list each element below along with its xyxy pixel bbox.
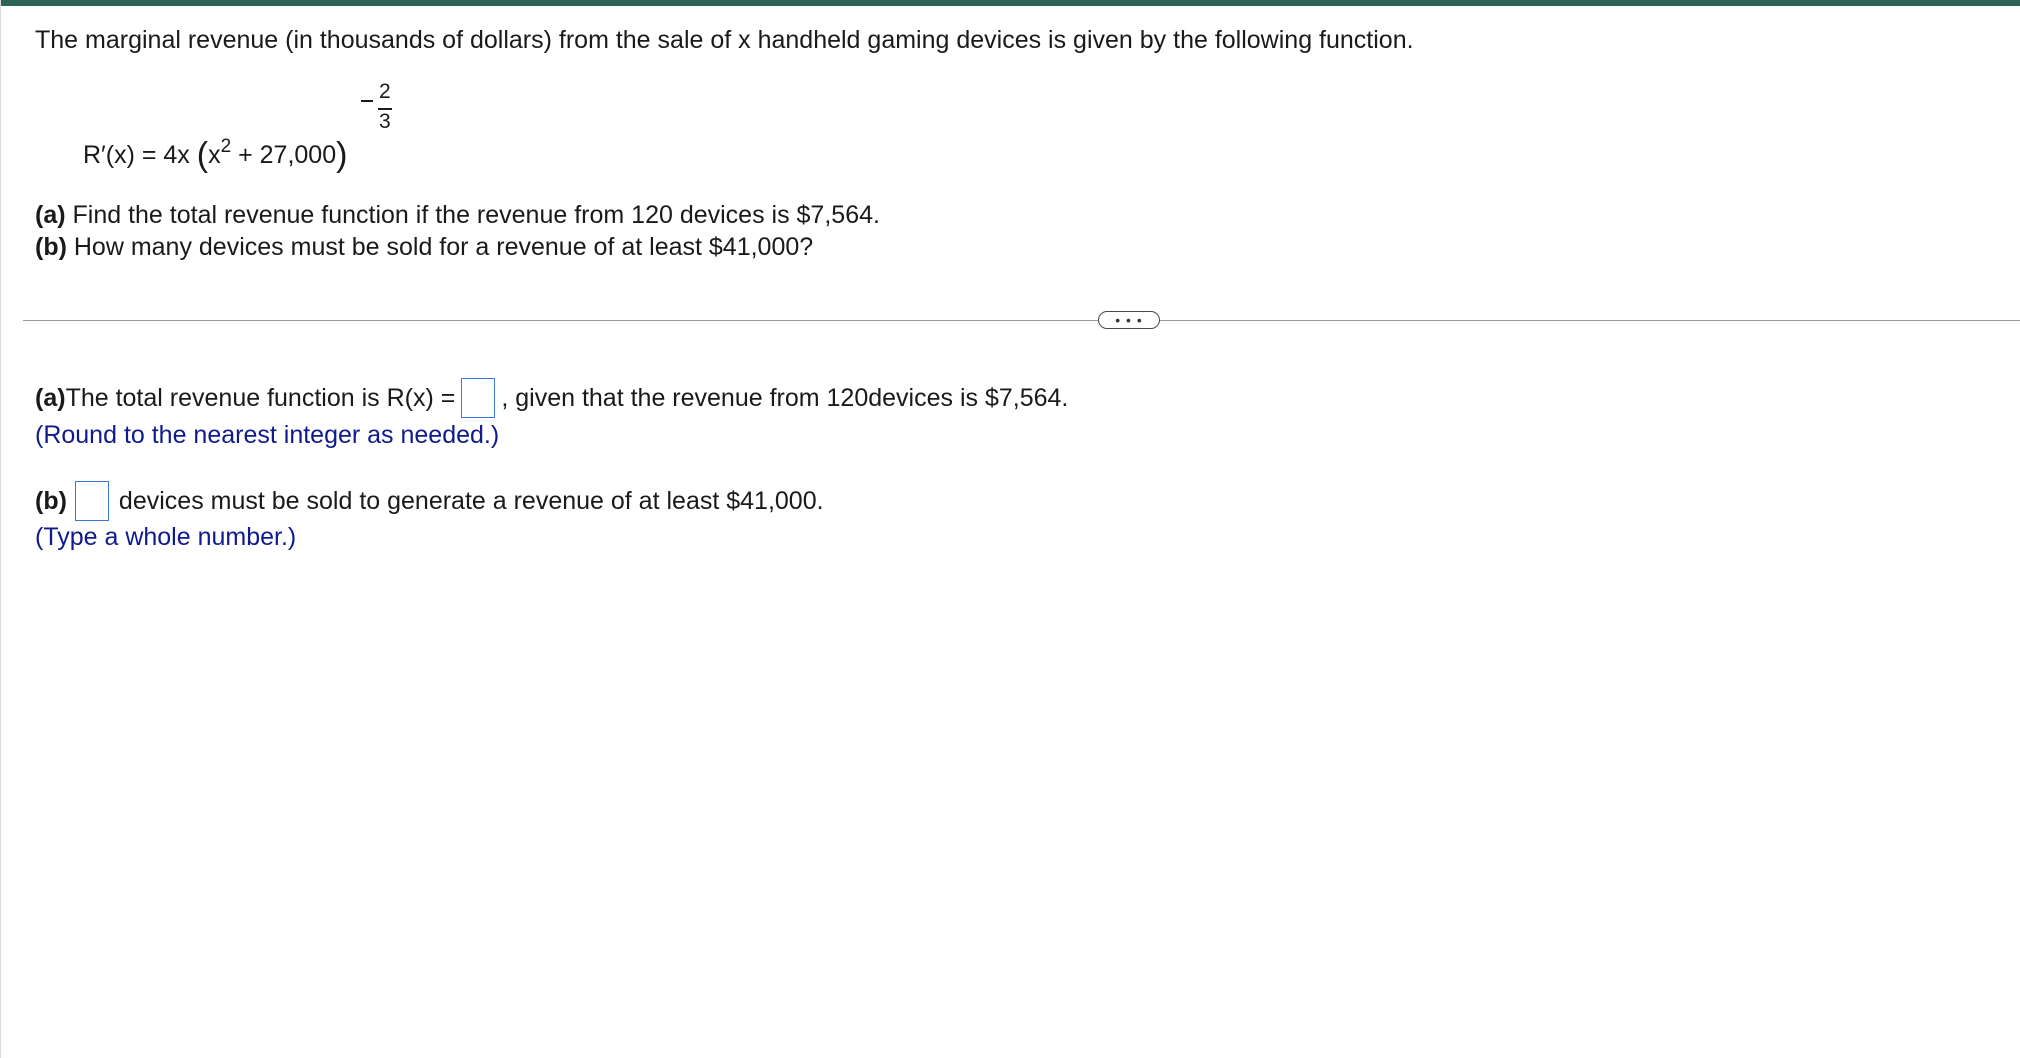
answer-a-hint: (Round to the nearest integer as needed.) (35, 421, 500, 449)
section-divider (23, 320, 2020, 321)
answer-a-label: (a) (35, 383, 66, 412)
formula-exponent (361, 80, 401, 146)
formula-inner-rest: + 27,000 (231, 141, 337, 169)
formula-base-power: 2 (220, 136, 232, 157)
expand-more-button[interactable]: • • • (1098, 311, 1160, 329)
answer-a-line (35, 378, 1068, 418)
formula-base: x (208, 141, 221, 169)
revenue-function-input[interactable] (461, 378, 495, 418)
answer-a-prefix: The total revenue function is R(x) = (65, 383, 456, 412)
question-part-a (35, 199, 880, 231)
answer-b-label: (b) (35, 486, 67, 515)
part-b-label: (b) (35, 233, 67, 261)
answer-b-suffix: devices must be sold to generate a revenue of at least $41,000. (118, 486, 824, 515)
part-b-text: How many devices must be sold for a revenue of at least $41,000? (66, 233, 814, 261)
formula-close-paren: ) (336, 136, 348, 174)
question-intro: The marginal revenue (in thousands of dollars) from the sale of x handheld gaming devices is given by the following function. (35, 26, 1414, 54)
formula-lhs: R′(x) = 4x (83, 141, 190, 169)
exponent-numerator: 2 (379, 80, 391, 103)
formula-expression (83, 136, 347, 175)
question-part-b (35, 231, 880, 263)
formula-open-paren: ( (196, 136, 209, 174)
question-parts (35, 199, 880, 263)
answer-a-suffix: , given that the revenue from 120devices is $7,564. (501, 383, 1069, 412)
devices-count-input[interactable] (75, 481, 109, 521)
part-a-text: Find the total revenue function if the revenue from 120 devices is $7,564. (65, 201, 880, 229)
exponent-denominator: 3 (379, 110, 391, 133)
part-a-label: (a) (35, 201, 66, 229)
answer-b-hint: (Type a whole number.) (35, 523, 297, 551)
top-bar (1, 0, 2020, 6)
exponent-minus-sign (361, 100, 373, 102)
answer-b-line (35, 481, 824, 521)
